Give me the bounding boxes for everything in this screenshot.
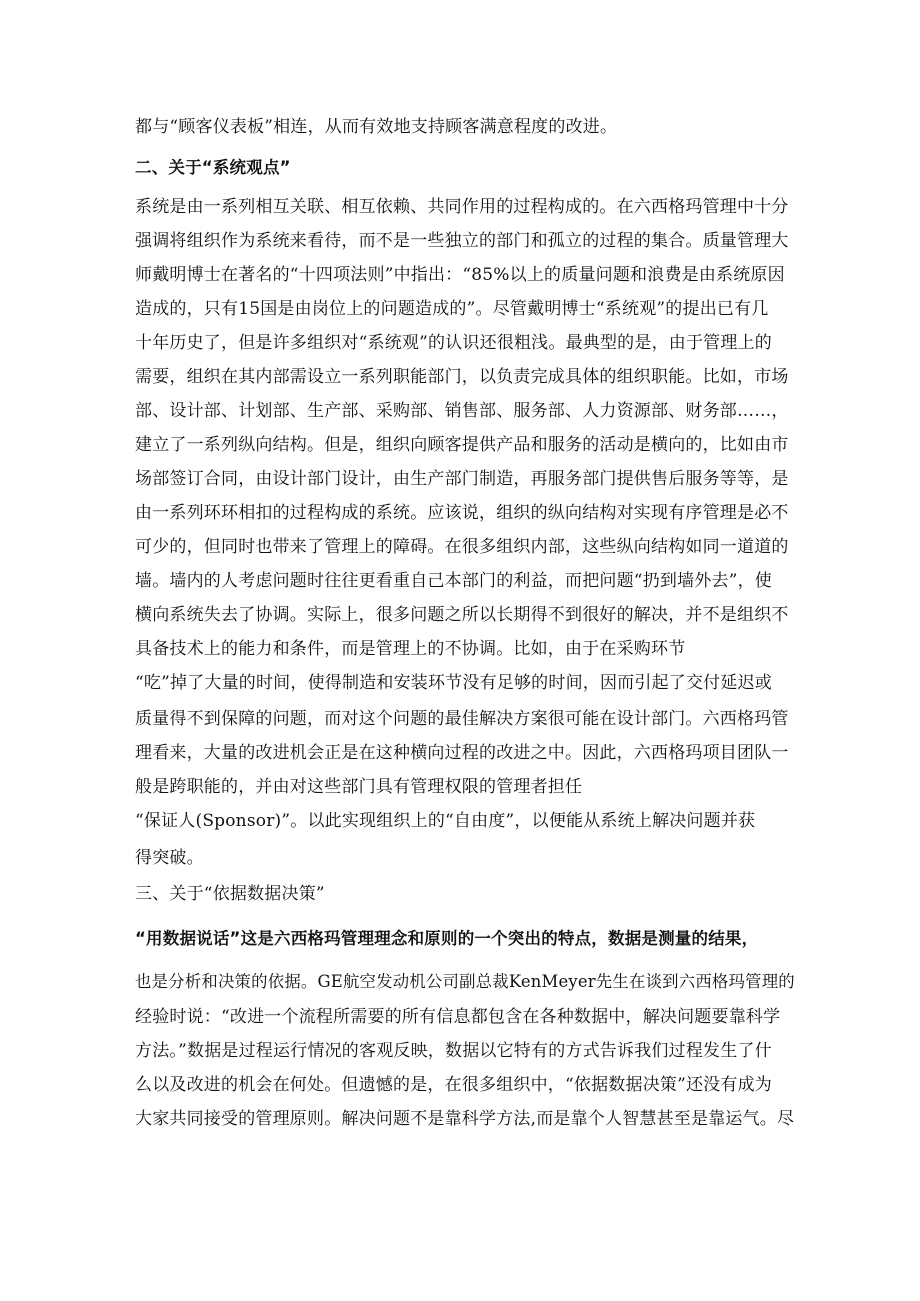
body-line: 造成的，只有15国是由岗位上的问题造成的”。尽管戴明博士“系统观”的提出已有几 (135, 299, 769, 319)
body-line: 方法。”数据是过程运行情况的客观反映，数据以它特有的方式告诉我们过程发生了什 (135, 1041, 772, 1061)
body-line: 经验时说：“改进一个流程所需要的所有信息都包含在各种数据中，解决问题要靠科学 (135, 1007, 781, 1027)
body-line: 质量得不到保障的问题，而对这个问题的最佳解决方案很可能在设计部门。六西格玛管 (135, 709, 789, 729)
body-line: 墙。墙内的人考虑问题时往往更看重自己本部门的利益，而把问题“扔到墙外去”，使 (135, 571, 772, 591)
section-heading: “用数据说话”这是六西格玛管理理念和原则的一个突出的特点，数据是测量的结果， (135, 929, 759, 948)
body-line: 般是跨职能的，并由对这些部门具有管理权限的管理者担任 (135, 777, 583, 797)
body-line: 系统是由一系列相互关联、相互依赖、共同作用的过程构成的。在六西格玛管理中十分 (135, 197, 789, 217)
body-line: 师戴明博士在著名的“十四项法则”中指出：“85%以上的质量问题和浪费是由系统原因 (135, 265, 785, 285)
body-line: 场部签订合同，由设计部门设计，由生产部门制造，再服务部门提供售后服务等等，是 (135, 469, 789, 489)
body-line: 也是分析和决策的依据。GE航空发动机公司副总裁KenMeyer先生在谈到六西格玛管理的 (135, 972, 795, 991)
body-line: “吃”掉了大量的时间，使得制造和安装环节没有足够的时间，因而引起了交付延迟或 (135, 673, 772, 693)
body-line: 建立了一系列纵向结构。但是，组织向顾客提供产品和服务的活动是横向的，比如由市 (135, 435, 789, 455)
body-line: “保证人(Sponsor)”。以此实现组织上的“自由度”，以便能从系统上解决问题并获 (135, 811, 756, 831)
body-line: 部、设计部、计划部、生产部、采购部、销售部、服务部、人力资源部、财务部……， (135, 401, 789, 421)
body-line: 强调将组织作为系统来看待，而不是一些独立的部门和孤立的过程的集合。质量管理大 (135, 231, 789, 251)
body-line: 得突破。 (135, 848, 204, 868)
body-line: 由一系列环环相扣的过程构成的系统。应该说，组织的纵向结构对实现有序管理是必不 (135, 503, 789, 523)
section-heading: 二、关于“系统观点” (135, 158, 291, 177)
body-line: 么以及改进的机会在何处。但遗憾的是，在很多组织中，“依据数据决策”还没有成为 (135, 1075, 772, 1095)
body-line: 十年历史了，但是许多组织对“系统观”的认识还很粗浅。最典型的是，由于管理上的 (135, 333, 772, 353)
body-line: 大家共同接受的管理原则。解决问题不是靠科学方法,而是靠个人智慧甚至是靠运气。尽 (135, 1109, 795, 1129)
body-line: 具备技术上的能力和条件，而是管理上的不协调。比如，由于在采购环节 (135, 639, 686, 659)
body-line: 理看来，大量的改进机会正是在这种横向过程的改进之中。因此，六西格玛项目团队一 (135, 743, 789, 763)
body-line: 三、关于“依据数据决策” (135, 884, 325, 904)
body-line: 可少的，但同时也带来了管理上的障碍。在很多组织内部，这些纵向结构如同一道道的 (135, 537, 789, 557)
body-line: 横向系统失去了协调。实际上，很多问题之所以长期得不到很好的解决，并不是组织不 (135, 605, 789, 625)
body-line: 需要，组织在其内部需设立一系列职能部门，以负责完成具体的组织职能。比如，市场 (135, 367, 789, 387)
body-line: 都与“顾客仪表板”相连，从而有效地支持顾客满意程度的改进。 (135, 117, 618, 137)
